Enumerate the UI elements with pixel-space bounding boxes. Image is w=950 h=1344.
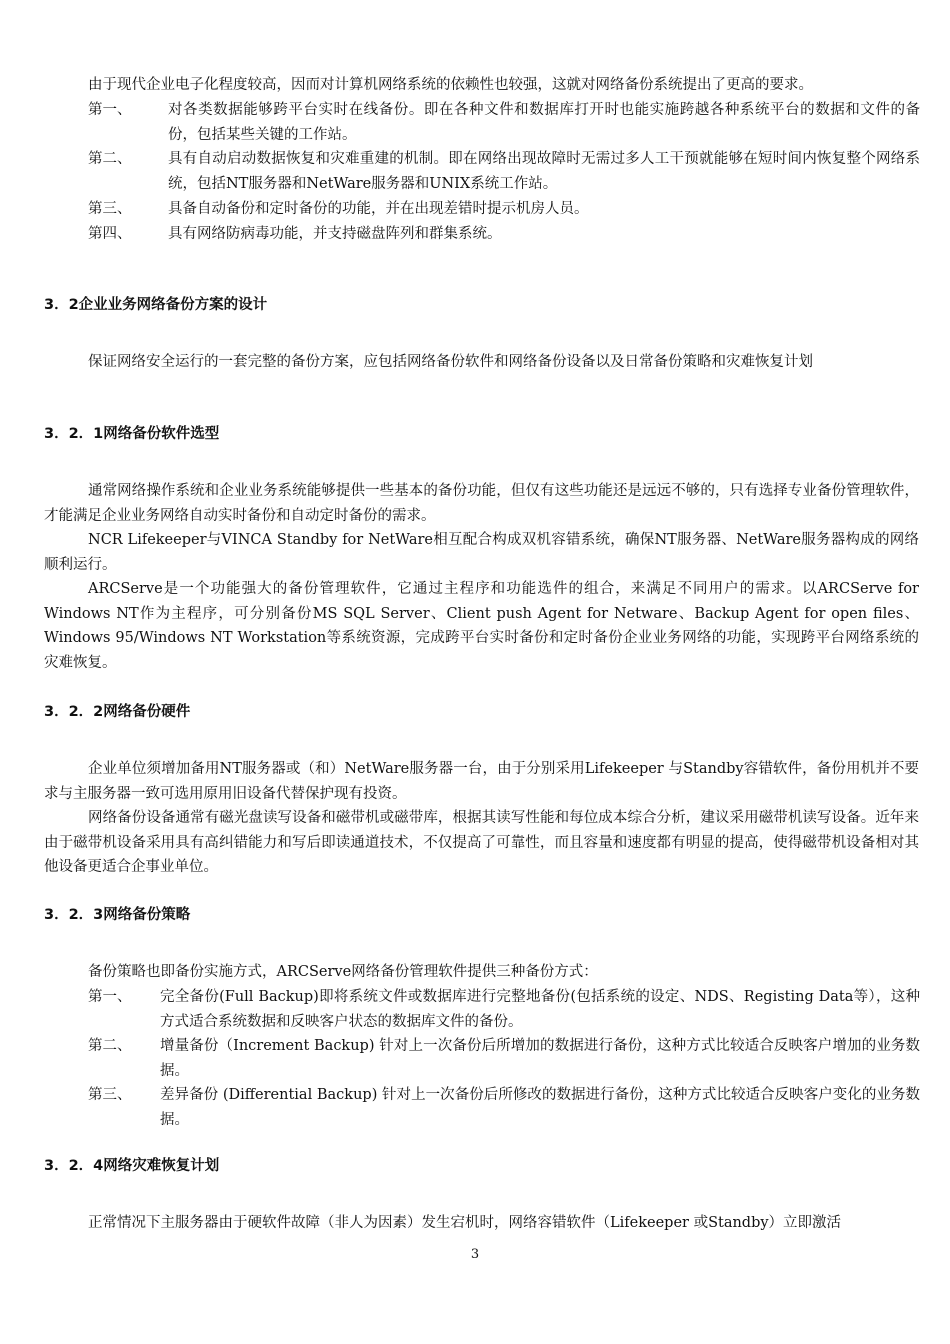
strategy-item-2-text: 增量备份（Increment Backup) 针对上一次备份后所增加的数据进行备份，这种方式比较适合反映客户增加的业务数据。 [160, 1038, 920, 1079]
section-3-2-2-heading: 3．2．2网络备份硬件 [44, 704, 191, 720]
section-3-2-1-paragraph-2: NCR Lifekeeper与VINCA Standby for NetWare相互配合构成双机容错系统，确保NT服务器、NetWare服务器构成的网络顺利运行。 [44, 532, 919, 573]
intro-item-4-text: 具有网络防病毒功能，并支持磁盘阵列和群集系统。 [168, 226, 502, 242]
intro-item-3-label: 第三、 [88, 201, 132, 217]
section-3-2-2-paragraph-1: 企业单位须增加备用NT服务器或（和）NetWare服务器一台，由于分别采用Lifekeeper 与Standby容错软件，备份用机并不要求与主服务器一致可选用原用旧设备代替保护现有投资。 [44, 761, 919, 802]
intro-item-1-label: 第一、 [88, 102, 132, 118]
intro-item-4-label: 第四、 [88, 226, 132, 242]
intro-item-2-label: 第二、 [88, 151, 132, 167]
intro-item-1-text: 对各类数据能够跨平台实时在线备份。即在各种文件和数据库打开时也能实施跨越各种系统平台的数据和文件的备份，包括某些关键的工作站。 [168, 102, 920, 143]
page-number: 3 [470, 1247, 480, 1262]
strategy-item-2-label: 第二、 [88, 1038, 132, 1054]
section-3-2-1-paragraph-1: 通常网络操作系统和企业业务系统能够提供一些基本的备份功能，但仅有这些功能还是远远不够的，只有选择专业备份管理软件，才能满足企业业务网络自动实时备份和自动定时备份的需求。 [44, 483, 919, 524]
section-3-2-paragraph: 保证网络安全运行的一套完整的备份方案，应包括网络备份软件和网络备份设备以及日常备份策略和灾难恢复计划 [88, 354, 813, 370]
strategy-item-3-label: 第三、 [88, 1087, 132, 1103]
section-3-2-1-paragraph-3: ARCServe是一个功能强大的备份管理软件，它通过主程序和功能选件的组合，来满足不同用户的需求。以ARCServe for Windows NT作为主程序，可分别备份MS SQL Server、Client push Agent for Netware、Backup Agent for open files、Windows 95/Windows NT Workstation等系统资源，完成跨平台实时备份和定时备份企业业务网络的功能，实现跨平台网络系统的灾难恢复。 [44, 581, 919, 671]
section-3-2-heading: 3．2企业业务网络备份方案的设计 [44, 297, 268, 313]
intro-item-3-text: 具备自动备份和定时备份的功能，并在出现差错时提示机房人员。 [168, 201, 589, 217]
section-3-2-3-heading: 3．2．3网络备份策略 [44, 907, 191, 923]
section-3-2-4-paragraph: 正常情况下主服务器由于硬软件故障（非人为因素）发生宕机时，网络容错软件（Lifekeeper 或Standby）立即激活 [88, 1215, 842, 1231]
intro-lead: 由于现代企业电子化程度较高，因而对计算机网络系统的依赖性也较强，这就对网络备份系统提出了更高的要求。 [88, 77, 813, 93]
intro-item-2-text: 具有自动启动数据恢复和灾难重建的机制。即在网络出现故障时无需过多人工干预就能够在短时间内恢复整个网络系统，包括NT服务器和NetWare服务器和UNIX系统工作站。 [168, 151, 920, 192]
section-3-2-4-heading: 3．2．4网络灾难恢复计划 [44, 1158, 220, 1174]
strategy-item-3-text: 差异备份 (Differential Backup) 针对上一次备份后所修改的数据进行备份，这种方式比较适合反映客户变化的业务数据。 [160, 1087, 920, 1128]
section-3-2-2-paragraph-2: 网络备份设备通常有磁光盘读写设备和磁带机或磁带库，根据其读写性能和每位成本综合分析，建议采用磁带机读写设备。近年来由于磁带机设备采用具有高纠错能力和写后即读通道技术，不仅提高了可靠性，而且容量和速度都有明显的提高，使得磁带机设备相对其他设备更适合企事业单位。 [44, 810, 919, 875]
section-3-2-1-heading: 3．2．1网络备份软件选型 [44, 426, 220, 442]
section-3-2-3-lead: 备份策略也即备份实施方式，ARCServe网络备份管理软件提供三种备份方式： [88, 964, 598, 980]
strategy-item-1-text: 完全备份(Full Backup)即将系统文件或数据库进行完整地备份(包括系统的设定、NDS、Registing Data等），这种方式适合系统数据和反映客户状态的数据库文件的备份。 [160, 989, 920, 1030]
strategy-item-1-label: 第一、 [88, 989, 132, 1005]
